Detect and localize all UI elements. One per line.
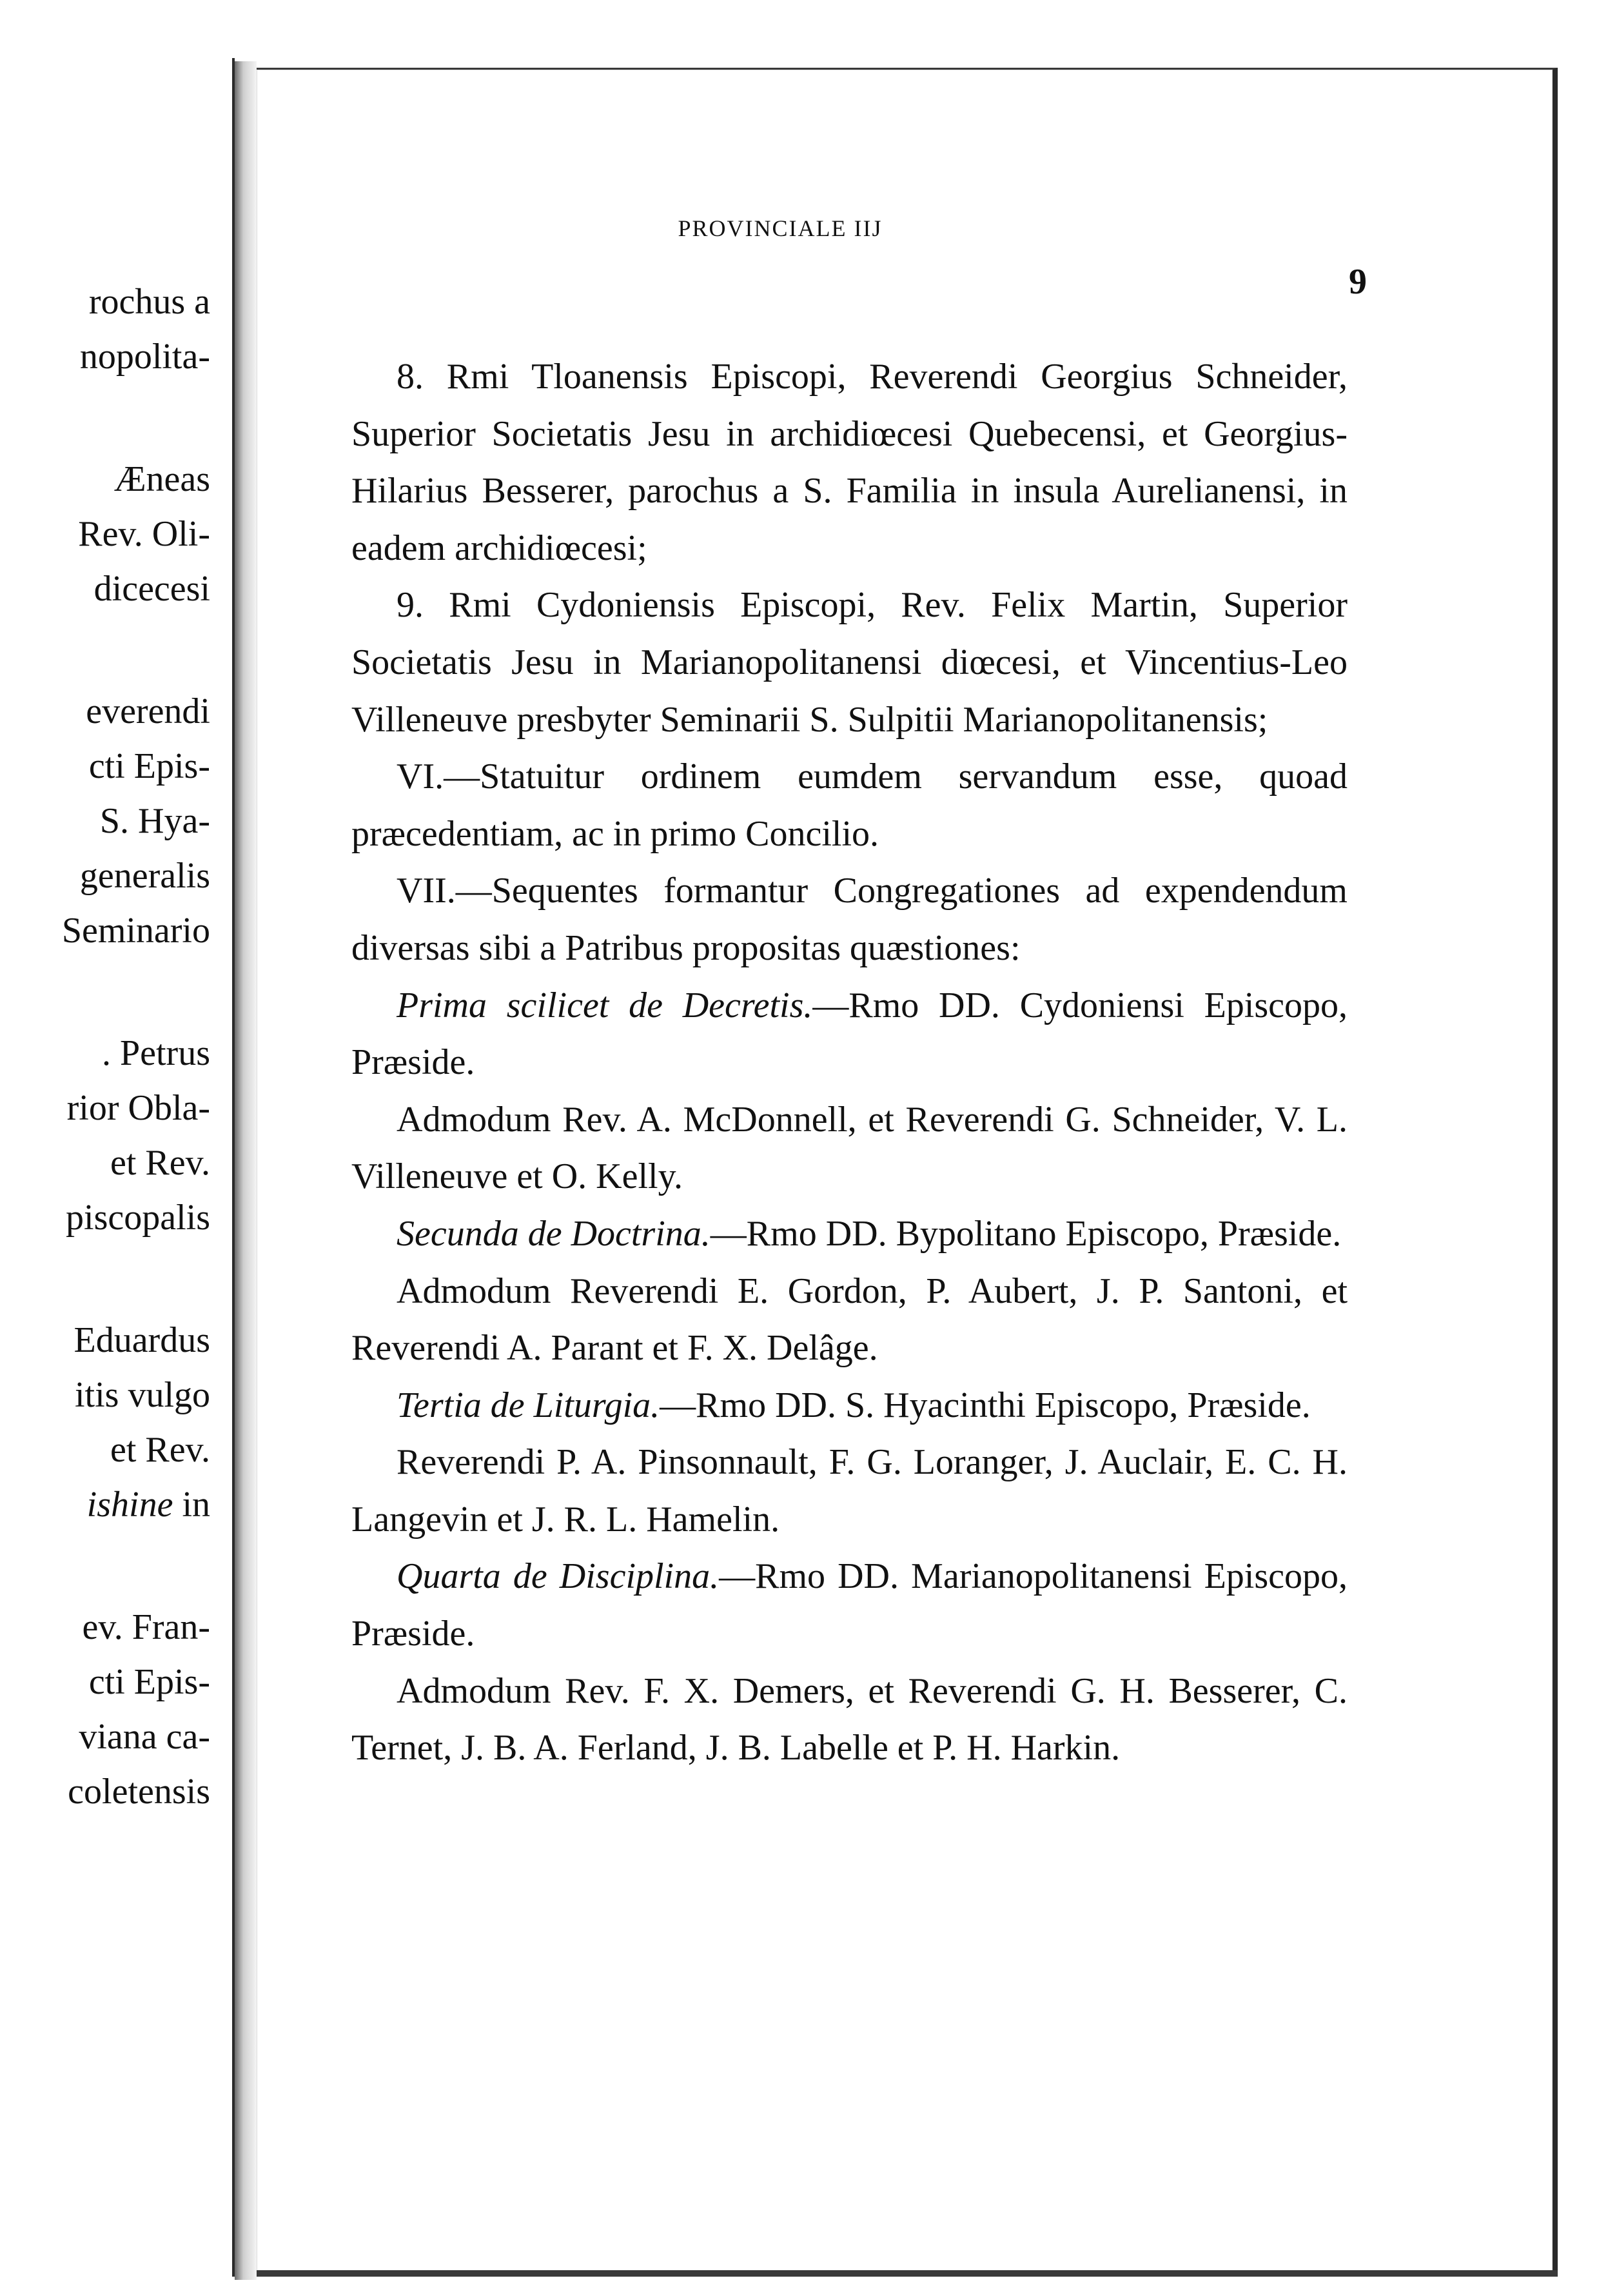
page-edge-shadow (257, 2270, 1558, 2277)
body-paragraph (351, 1663, 1348, 1777)
left-page-line: cti Epis- (88, 746, 210, 786)
left-page-line: Rev. Oli- (78, 514, 210, 554)
body-paragraph (351, 1205, 1348, 1263)
paragraph-text: 8. Rmi Tloanensis Episcopi, Reverendi Georgius Schneider, Superior Societatis Jesu in archidiœcesi Quebecensi, et Georgius-Hilarius Besserer, parochus a S. Familia in insula Aurelianensi, in eadem archidiœcesi; (351, 357, 1348, 568)
paragraph-text: Admodum Rev. A. McDonnell, et Reverendi G. Schneider, V. L. Villeneuve et O. Kelly. (351, 1099, 1348, 1197)
left-page-line: piscopalis (66, 1198, 210, 1238)
left-page-line: generalis (79, 856, 210, 896)
left-page-line: dicecesi (93, 569, 210, 609)
left-page-line: . Petrus (102, 1033, 210, 1073)
left-page-line: S. Hya- (99, 801, 210, 841)
congregation-heading: Quarta de Disciplina. (397, 1556, 720, 1597)
left-page-line: ev. Fran- (82, 1607, 210, 1647)
left-page-line-rest: in (173, 1485, 210, 1525)
body-paragraph (351, 977, 1348, 1091)
left-page-line: rior Obla- (66, 1088, 210, 1128)
left-page-line-italic: ishine (86, 1485, 173, 1525)
left-page-line: itis vulgo (74, 1375, 210, 1415)
body-paragraph (351, 1263, 1348, 1377)
body-paragraph (351, 348, 1348, 577)
body-paragraph (351, 1091, 1348, 1205)
paragraph-text: Admodum Reverendi E. Gordon, P. Aubert, J. P. Santoni, et Reverendi A. Parant et F. X. Delâge. (351, 1271, 1348, 1369)
paragraph-text: —Rmo DD. Cydoniensi Episcopo, Præside. (351, 985, 1348, 1083)
left-page-fragment (0, 58, 235, 2277)
body-paragraph (351, 748, 1348, 862)
left-page-line (87, 1487, 210, 1523)
body-paragraph (351, 1548, 1348, 1662)
left-page-line: Seminario (61, 911, 210, 951)
left-page-line: rochus a (88, 282, 210, 322)
running-head: PROVINCIALE IIJ (678, 215, 883, 241)
body-text (351, 348, 1348, 1777)
body-paragraph (351, 577, 1348, 748)
left-page-line: nopolita- (79, 337, 210, 377)
page-number: 9 (1349, 262, 1367, 302)
congregation-heading: Secunda de Doctrina. (397, 1213, 711, 1254)
paragraph-text: VI.—Statuitur ordinem eumdem servandum esse, quoad præcedentiam, ac in primo Concilio. (351, 757, 1348, 854)
paragraph-text: —Rmo DD. Bypolitano Episcopo, Præside. (710, 1213, 1342, 1254)
left-page-line: et Rev. (110, 1430, 210, 1470)
left-page-line: cti Epis- (88, 1662, 210, 1702)
body-paragraph (351, 862, 1348, 976)
paragraph-text: —Rmo DD. S. Hyacinthi Episcopo, Præside. (660, 1385, 1311, 1425)
congregation-heading: Prima scilicet de Decretis. (397, 985, 813, 1025)
left-page-line: Æneas (113, 459, 210, 499)
left-page-line: et Rev. (110, 1143, 210, 1183)
paragraph-text: Reverendi P. A. Pinsonnault, F. G. Loranger, J. Auclair, E. C. H. Langevin et J. R. L. Hamelin. (351, 1442, 1348, 1539)
paragraph-text: VII.—Sequentes formantur Congregationes ad expendendum diversas sibi a Patribus propositas quæstiones: (351, 871, 1348, 968)
body-paragraph (351, 1434, 1348, 1548)
book-gutter (235, 61, 257, 2280)
body-paragraph (351, 1377, 1348, 1434)
left-page-line: coletensis (68, 1772, 210, 1812)
congregation-heading: Tertia de Liturgia. (397, 1385, 660, 1425)
left-page-line: Eduardus (74, 1320, 210, 1360)
left-page-line: everendi (86, 691, 210, 731)
paragraph-text: 9. Rmi Cydoniensis Episcopi, Rev. Felix Martin, Superior Societatis Jesu in Marianopolitanensi diœcesi, et Vincentius-Leo Villeneuve presbyter Seminarii S. Sulpitii Marianopolitanensis; (351, 585, 1348, 740)
paragraph-text: —Rmo DD. Marianopolitanensi Episcopo, Præside. (351, 1556, 1348, 1654)
left-page-line: viana ca- (79, 1717, 210, 1757)
paragraph-text: Admodum Rev. F. X. Demers, et Reverendi G. H. Besserer, C. Ternet, J. B. A. Ferland, J. B. Labelle et P. H. Harkin. (351, 1670, 1348, 1768)
